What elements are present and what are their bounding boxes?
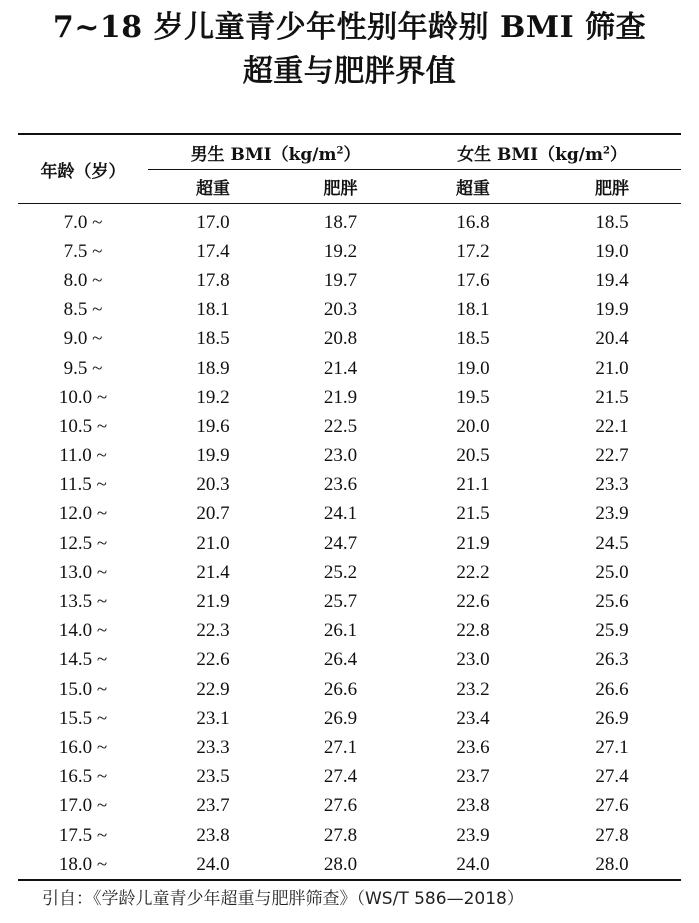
male-obese-cell: 26.9 [323, 707, 358, 729]
female-bmi-header [403, 134, 681, 170]
female-overweight-cell: 18.1 [456, 299, 490, 321]
female-obese-cell: 26.6 [595, 678, 629, 700]
age-cell: 11.5 ~ [59, 474, 107, 496]
male-overweight-header: 超重 [148, 170, 278, 204]
unit-superscript: 2 [603, 144, 610, 156]
table-row [18, 587, 681, 616]
table-row [18, 266, 681, 295]
table-row [18, 412, 681, 441]
female-obese-cell: 27.1 [595, 736, 629, 758]
male-overweight-cell: 21.4 [196, 561, 230, 583]
table-row [18, 704, 681, 733]
female-overweight-header: 超重 [403, 170, 543, 204]
male-overweight-cell: 22.3 [196, 620, 230, 642]
female-overweight-cell: 24.0 [403, 850, 543, 880]
male-obese-cell: 27.8 [323, 824, 358, 846]
table-row [18, 675, 681, 704]
age-cell: 9.5 ~ [63, 357, 103, 379]
male-obese-cell: 19.7 [323, 269, 358, 291]
female-overweight-cell: 23.0 [456, 649, 490, 671]
male-obese-cell: 24.7 [323, 532, 358, 554]
table-row [18, 325, 681, 354]
male-overweight-cell: 19.6 [196, 415, 230, 437]
female-overweight-cell: 16.8 [456, 211, 490, 233]
age-column-header: 年龄（岁） [18, 134, 148, 204]
female-obese-cell: 26.9 [595, 707, 629, 729]
table-row [18, 646, 681, 675]
female-overweight-cell: 21.5 [456, 503, 490, 525]
male-overweight-cell: 18.5 [196, 328, 230, 350]
female-obese-cell: 19.0 [595, 240, 629, 262]
female-overweight-cell: 21.9 [456, 532, 490, 554]
age-cell: 14.0 ~ [58, 620, 108, 642]
male-obese-cell: 20.8 [323, 328, 358, 350]
table-row [18, 237, 681, 266]
age-cell: 9.0 ~ [63, 328, 103, 350]
age-cell: 12.5 ~ [58, 532, 108, 554]
female-overweight-cell: 20.5 [456, 445, 490, 467]
female-obese-cell: 28.0 [543, 850, 681, 880]
age-cell: 10.5 ~ [58, 415, 108, 437]
age-cell: 18.0 ~ [18, 850, 148, 880]
male-bmi-header-text: 男生 BMI（kg/m [190, 144, 337, 165]
female-bmi-header-text: 女生 BMI（kg/m [457, 144, 603, 165]
unit-superscript: 2 [336, 144, 344, 156]
female-overweight-cell: 23.9 [456, 824, 490, 846]
female-obese-cell: 19.9 [595, 299, 629, 321]
male-obese-cell: 21.4 [323, 357, 358, 379]
bmi-cutoff-table [18, 133, 681, 881]
table-row [18, 296, 681, 325]
male-overweight-cell: 18.1 [196, 299, 230, 321]
age-cell: 13.0 ~ [58, 561, 108, 583]
table-row [18, 204, 681, 238]
female-obese-cell: 26.3 [595, 649, 629, 671]
table-row [18, 442, 681, 471]
age-cell: 15.0 ~ [58, 678, 108, 700]
male-overweight-cell: 23.8 [196, 824, 230, 846]
female-overweight-cell: 22.6 [456, 591, 490, 613]
age-cell: 14.5 ~ [58, 649, 108, 671]
female-overweight-cell: 20.0 [456, 415, 490, 437]
male-obese-cell: 27.1 [323, 736, 358, 758]
female-overweight-cell: 21.1 [456, 474, 490, 496]
table-row [18, 617, 681, 646]
table-row [18, 850, 681, 880]
female-overweight-cell: 22.2 [456, 561, 490, 583]
age-cell: 10.0 ~ [58, 386, 108, 408]
male-overweight-cell: 20.7 [196, 503, 230, 525]
male-overweight-cell: 18.9 [196, 357, 230, 379]
male-overweight-cell: 23.1 [196, 707, 230, 729]
male-obese-cell: 24.1 [323, 503, 358, 525]
table-row [18, 383, 681, 412]
table-row [18, 471, 681, 500]
male-overweight-cell: 24.0 [148, 850, 278, 880]
female-obese-cell: 25.9 [595, 620, 629, 642]
male-overweight-cell: 23.5 [196, 766, 230, 788]
male-obese-cell: 23.6 [323, 474, 358, 496]
male-obese-cell: 27.4 [323, 766, 358, 788]
male-obese-cell: 28.0 [278, 850, 403, 880]
table-row [18, 354, 681, 383]
female-overweight-cell: 17.2 [456, 240, 490, 262]
male-obese-cell: 27.6 [323, 795, 358, 817]
male-overweight-cell: 21.0 [196, 532, 230, 554]
table-body [18, 204, 681, 881]
female-overweight-cell: 23.6 [456, 736, 490, 758]
male-obese-cell: 20.3 [323, 299, 358, 321]
male-obese-cell: 18.7 [323, 211, 358, 233]
male-overweight-cell: 22.9 [196, 678, 230, 700]
male-overweight-cell: 21.9 [196, 591, 230, 613]
table-row [18, 529, 681, 558]
female-overweight-cell: 22.8 [456, 620, 490, 642]
male-obese-cell: 25.2 [323, 561, 358, 583]
age-cell: 11.0 ~ [59, 445, 107, 467]
age-cell: 13.5 ~ [58, 591, 108, 613]
male-obese-header: 肥胖 [278, 170, 403, 204]
male-bmi-header [148, 134, 403, 170]
male-overweight-cell: 23.3 [196, 736, 230, 758]
source-note: 引自：《学龄儿童青少年超重与肥胖筛查》（WS/T 586—2018） [42, 889, 524, 909]
male-obese-cell: 19.2 [323, 240, 358, 262]
age-cell: 16.0 ~ [58, 736, 108, 758]
page-subtitle: 超重与肥胖界值 [242, 54, 457, 89]
page-title: 7~18 岁儿童青少年性别年龄别 BMI 筛查 [52, 10, 647, 45]
female-obese-cell: 27.8 [595, 824, 629, 846]
male-overweight-cell: 17.0 [196, 211, 230, 233]
male-obese-cell: 23.0 [323, 445, 358, 467]
female-obese-cell: 18.5 [595, 211, 629, 233]
male-overweight-cell: 23.7 [196, 795, 230, 817]
female-obese-cell: 23.9 [595, 503, 629, 525]
female-overweight-cell: 18.5 [456, 328, 490, 350]
table-row [18, 821, 681, 850]
male-overweight-cell: 19.9 [196, 445, 230, 467]
female-obese-cell: 21.0 [595, 357, 629, 379]
female-overweight-cell: 19.0 [456, 357, 490, 379]
age-cell: 8.0 ~ [63, 269, 103, 291]
female-overweight-cell: 23.2 [456, 678, 490, 700]
female-obese-cell: 23.3 [595, 474, 629, 496]
header-close-paren: ） [609, 144, 627, 165]
age-cell: 8.5 ~ [63, 299, 103, 321]
age-cell: 15.5 ~ [58, 707, 108, 729]
male-obese-cell: 25.7 [323, 591, 358, 613]
table-row [18, 558, 681, 587]
male-overweight-cell: 22.6 [196, 649, 230, 671]
female-overweight-cell: 17.6 [456, 269, 490, 291]
age-cell: 17.0 ~ [58, 795, 108, 817]
table-row [18, 500, 681, 529]
age-cell: 7.5 ~ [63, 240, 103, 262]
female-overweight-cell: 23.7 [456, 766, 490, 788]
female-obese-cell: 19.4 [595, 269, 629, 291]
female-obese-cell: 22.1 [595, 415, 629, 437]
female-overweight-cell: 23.8 [456, 795, 490, 817]
age-cell: 16.5 ~ [58, 766, 108, 788]
male-overweight-cell: 17.8 [196, 269, 230, 291]
age-cell: 12.0 ~ [58, 503, 108, 525]
female-overweight-cell: 23.4 [456, 707, 490, 729]
male-obese-cell: 21.9 [323, 386, 358, 408]
male-overweight-cell: 20.3 [196, 474, 230, 496]
female-obese-cell: 20.4 [595, 328, 629, 350]
male-obese-cell: 26.6 [323, 678, 358, 700]
age-cell: 7.0 ~ [63, 211, 103, 233]
female-obese-cell: 25.6 [595, 591, 629, 613]
male-overweight-cell: 17.4 [196, 240, 230, 262]
header-close-paren: ） [343, 144, 361, 165]
female-obese-cell: 21.5 [595, 386, 629, 408]
female-obese-cell: 27.4 [595, 766, 629, 788]
age-cell: 17.5 ~ [58, 824, 108, 846]
female-overweight-cell: 19.5 [456, 386, 490, 408]
female-obese-cell: 25.0 [595, 561, 629, 583]
female-obese-cell: 27.6 [595, 795, 629, 817]
table-row [18, 763, 681, 792]
male-obese-cell: 26.4 [323, 649, 358, 671]
male-obese-cell: 22.5 [323, 415, 358, 437]
female-obese-cell: 24.5 [595, 532, 629, 554]
female-obese-cell: 22.7 [595, 445, 629, 467]
table-row [18, 733, 681, 762]
table-row [18, 792, 681, 821]
female-obese-header: 肥胖 [543, 170, 681, 204]
male-overweight-cell: 19.2 [196, 386, 230, 408]
male-obese-cell: 26.1 [323, 620, 358, 642]
